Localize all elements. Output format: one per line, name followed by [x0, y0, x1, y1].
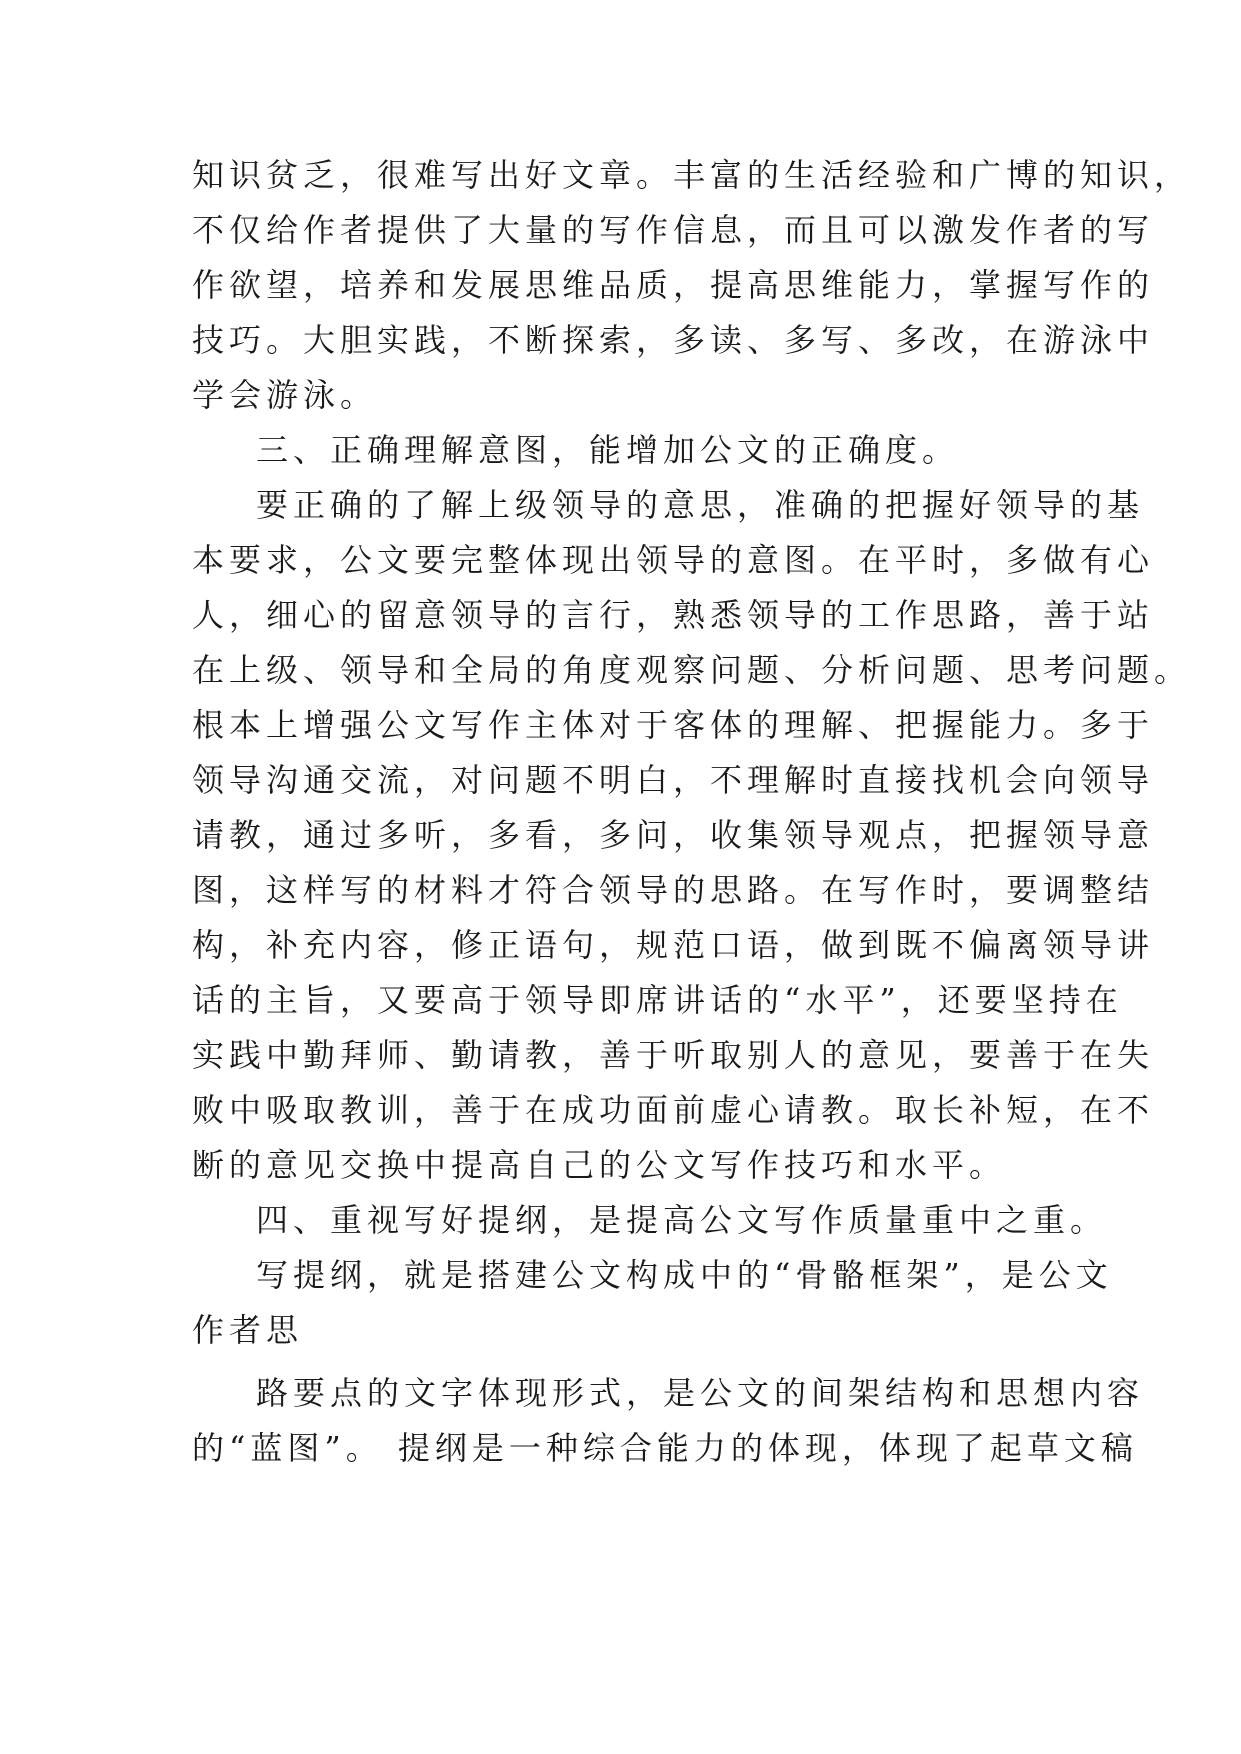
paragraph-line: 图，这样写的材料才符合领导的思路。在写作时，要调整结 — [192, 871, 1155, 909]
paragraph-line: 作者思 — [192, 1311, 304, 1349]
paragraph-line: 技巧。大胆实践，不断探索，多读、多写、多改，在游泳中 — [192, 321, 1155, 359]
paragraph-line: 写提纲，就是搭建公文构成中的“骨骼框架”，是公文 — [256, 1256, 1113, 1294]
paragraph-line: 的“蓝图”。 提纲是一种综合能力的体现，体现了起草文稿 — [192, 1429, 1138, 1467]
paragraph-line: 知识贫乏，很难写出好文章。丰富的生活经验和广博的知识， — [192, 156, 1192, 194]
paragraph-line: 构，补充内容，修正语句，规范口语，做到既不偏离领导讲 — [192, 926, 1155, 964]
paragraph-line: 请教，通过多听，多看，多问，收集领导观点，把握领导意 — [192, 816, 1155, 854]
paragraph-line: 实践中勤拜师、勤请教，善于听取别人的意见，要善于在失 — [192, 1036, 1155, 1074]
section-heading-4: 四、重视写好提纲，是提高公文写作质量重中之重。 — [256, 1201, 1108, 1239]
document-body — [192, 148, 1192, 1476]
paragraph-line: 在上级、领导和全局的角度观察问题、分析问题、思考问题。 — [192, 651, 1192, 689]
paragraph-line: 要正确的了解上级领导的意思，准确的把握好领导的基 — [256, 486, 1145, 524]
section-heading-3: 三、正确理解意图，能增加公文的正确度。 — [256, 431, 960, 469]
paragraph-line: 路要点的文字体现形式，是公文的间架结构和思想内容 — [256, 1374, 1145, 1412]
paragraph-line: 断的意见交换中提高自己的公文写作技巧和水平。 — [192, 1146, 1007, 1184]
paragraph-line: 学会游泳。 — [192, 376, 378, 414]
paragraph-line: 根本上增强公文写作主体对于客体的理解、把握能力。多于 — [192, 706, 1155, 744]
paragraph-line: 败中吸取教训，善于在成功面前虚心请教。取长补短，在不 — [192, 1091, 1155, 1129]
paragraph-line: 话的主旨，又要高于领导即席讲话的“水平”，还要坚持在 — [192, 981, 1123, 1019]
paragraph-line: 人，细心的留意领导的言行，熟悉领导的工作思路，善于站 — [192, 596, 1155, 634]
paragraph-line: 不仅给作者提供了大量的写作信息，而且可以激发作者的写 — [192, 211, 1155, 249]
paragraph-line: 作欲望，培养和发展思维品质，提高思维能力，掌握写作的 — [192, 266, 1155, 304]
paragraph-line: 本要求，公文要完整体现出领导的意图。在平时，多做有心 — [192, 541, 1155, 579]
paragraph-line: 领导沟通交流，对问题不明白，不理解时直接找机会向领导 — [192, 761, 1155, 799]
